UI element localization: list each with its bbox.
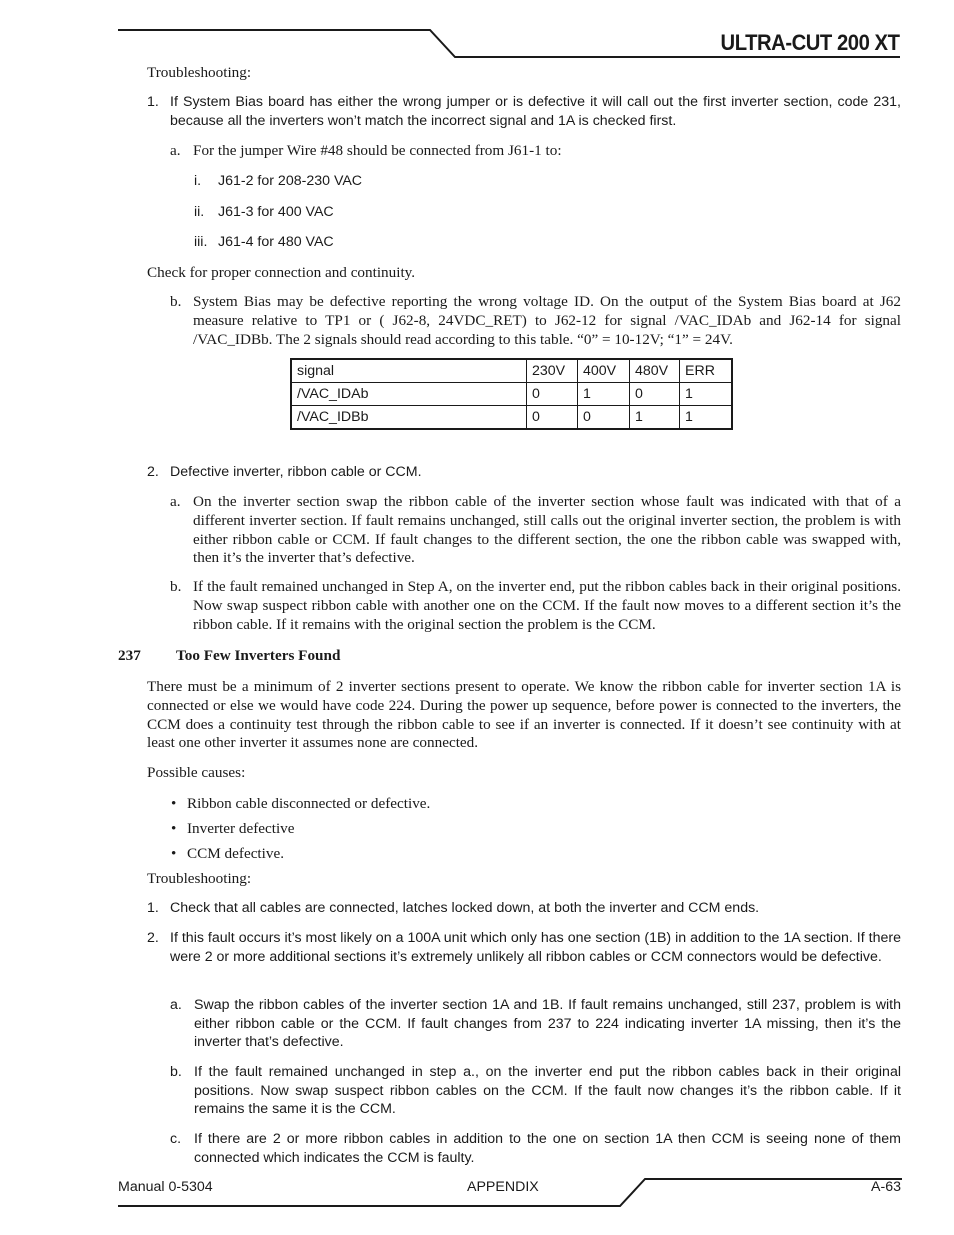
item-text: Defective inverter, ribbon cable or CCM. [170, 464, 422, 480]
item-number: 1. [147, 900, 159, 916]
item-text: Swap the ribbon cables of the inverter section 1A and 1B. If fault remains unchanged, still 237, problem is with either ribbon cable or the CCM. If fault changes from 237 to 224 indicating inverter 1A missing, then it’s the inverter that’s defective. [194, 997, 901, 1051]
item-text: If System Bias board has either the wrong jumper or is defective it will call out the first inverter section, code 231, because all the inverters won’t match the incorrect signal and 1A is checked first. [170, 94, 901, 129]
section-title: Too Few Inverters Found [176, 647, 341, 664]
table-row [291, 406, 732, 430]
item-number: a. [170, 493, 181, 510]
table-cell: 0 [527, 383, 578, 406]
section-code: 237 [118, 647, 141, 664]
item-text: Inverter defective [187, 820, 295, 837]
item-text: If there are 2 or more ribbon cables in addition to the one on section 1A then CCM is seeing none of them connected which indicates the CCM is faulty. [194, 1131, 901, 1166]
list-item [170, 996, 901, 1052]
footer-section: APPENDIX [467, 1179, 539, 1195]
header-title: ULTRA-CUT 200 XT [720, 30, 899, 55]
table-cell: /VAC_IDAb [291, 383, 527, 406]
list-item [170, 493, 901, 568]
section-intro: There must be a minimum of 2 inverter sections present to operate. We know the ribbon cable for inverter section 1A is connected or else we would have code 224. During the power up sequence, before power is connected to the inverters, the CCM does a continuity test through the ribbon cable to see if an inverter is connected. If it doesn’t see continuity with at least one other inverter it assumes none are connected. [147, 678, 901, 752]
item-number: b. [170, 578, 182, 595]
list-item: • CCM defective. [171, 845, 285, 862]
list-item [170, 142, 901, 161]
item-text: CCM defective. [187, 845, 285, 862]
list-item [147, 93, 901, 130]
item-text: Ribbon cable disconnected or defective. [187, 795, 431, 812]
possible-causes-label: Possible causes: [147, 764, 246, 781]
item-number: 2. [147, 464, 159, 480]
list-item [170, 1130, 901, 1167]
item-text: If the fault remained unchanged in Step A, on the inverter end, put the ribbon cables back in their original positions. Now swap suspect ribbon cable with another one on the CCM. If the fault now moves to a different section it’s the ribbon cable. If it remains with the original section the problem is the CCM. [193, 578, 901, 633]
item-number: b. [170, 1064, 182, 1080]
list-item: • Ribbon cable disconnected or defective. [171, 795, 431, 812]
item-number: 2. [147, 930, 159, 946]
table-cell: 1 [680, 383, 733, 406]
item-text: J61-2 for 208-230 VAC [218, 173, 363, 189]
item-text: For the jumper Wire #48 should be connected from J61-1 to: [193, 142, 562, 159]
table-cell: 1 [630, 406, 680, 430]
list-item [147, 929, 901, 966]
table-cell: 1 [680, 406, 733, 430]
voltage-id-table [290, 358, 733, 430]
item-number: ii. [194, 204, 205, 220]
item-number: a. [170, 142, 181, 159]
item-text: System Bias may be defective reporting the wrong voltage ID. On the output of the System Bias board at J62 measure relative to TP1 or ( J62-8, 24VDC_RET) to J62-12 for signal /VAC_IDAb and J62-14 for signal /VAC_IDBb. The 2 signals should read according to this table. “0” = 10-12V; “1” = 24V. [193, 293, 901, 348]
table-header-cell: ERR [680, 359, 733, 383]
table-cell: 0 [527, 406, 578, 430]
table-cell: 0 [578, 406, 630, 430]
table-header-cell: 230V [527, 359, 578, 383]
table-header-cell: 480V [630, 359, 680, 383]
list-item [147, 899, 901, 918]
item-number: i. [194, 173, 202, 189]
list-item [170, 1063, 901, 1119]
table-row [291, 383, 732, 406]
table-header-row [291, 359, 732, 383]
item-text: On the inverter section swap the ribbon cable of the inverter section whose fault was indicated with that of a different inverter section. If fault remains unchanged, still calls out the original inverter section, the problem is with either ribbon cable or CCM. If fault changes to the different section, the one the ribbon cable was swapped with, then it’s the inverter that’s defective. [193, 493, 901, 567]
table-cell: 1 [578, 383, 630, 406]
list-item: • Inverter defective [171, 820, 295, 837]
troubleshooting-label: Troubleshooting: [147, 64, 252, 81]
item-text: Check that all cables are connected, latches locked down, at both the inverter and CCM ends. [170, 900, 760, 916]
item-number: a. [170, 997, 182, 1013]
list-item [170, 578, 901, 634]
table-header-cell: 400V [578, 359, 630, 383]
list-item [170, 293, 901, 349]
check-text: Check for proper connection and continuity. [147, 264, 416, 281]
item-text: If this fault occurs it’s most likely on a 100A unit which only has one section (1B) in addition to the 1A section. If there were 2 or more additional sections it’s extremely unlikely all ribbon cables or CCM connectors would be defective. [170, 930, 901, 965]
item-text: J61-4 for 480 VAC [218, 234, 334, 250]
item-text: If the fault remained unchanged in step a., on the inverter end put the ribbon cables back in their original positions. Now swap suspect ribbon cables on the CCM. If the fault now changes it’s the ribbon cable. If it remains the same it is the CCM. [194, 1064, 901, 1118]
list-item [194, 233, 334, 252]
item-number: 1. [147, 94, 159, 110]
footer-manual-number: Manual 0-5304 [118, 1179, 213, 1195]
item-number: iii. [194, 234, 208, 250]
table-cell: 0 [630, 383, 680, 406]
list-item [194, 203, 334, 222]
table-header-cell: signal [291, 359, 527, 383]
item-number: c. [170, 1131, 182, 1147]
list-item [194, 172, 363, 191]
item-number: b. [170, 293, 182, 310]
footer-page-number: A-63 [871, 1179, 901, 1195]
item-text: J61-3 for 400 VAC [218, 204, 334, 220]
troubleshooting-label: Troubleshooting: [147, 870, 252, 887]
list-item [147, 463, 901, 482]
table-cell: /VAC_IDBb [291, 406, 527, 430]
